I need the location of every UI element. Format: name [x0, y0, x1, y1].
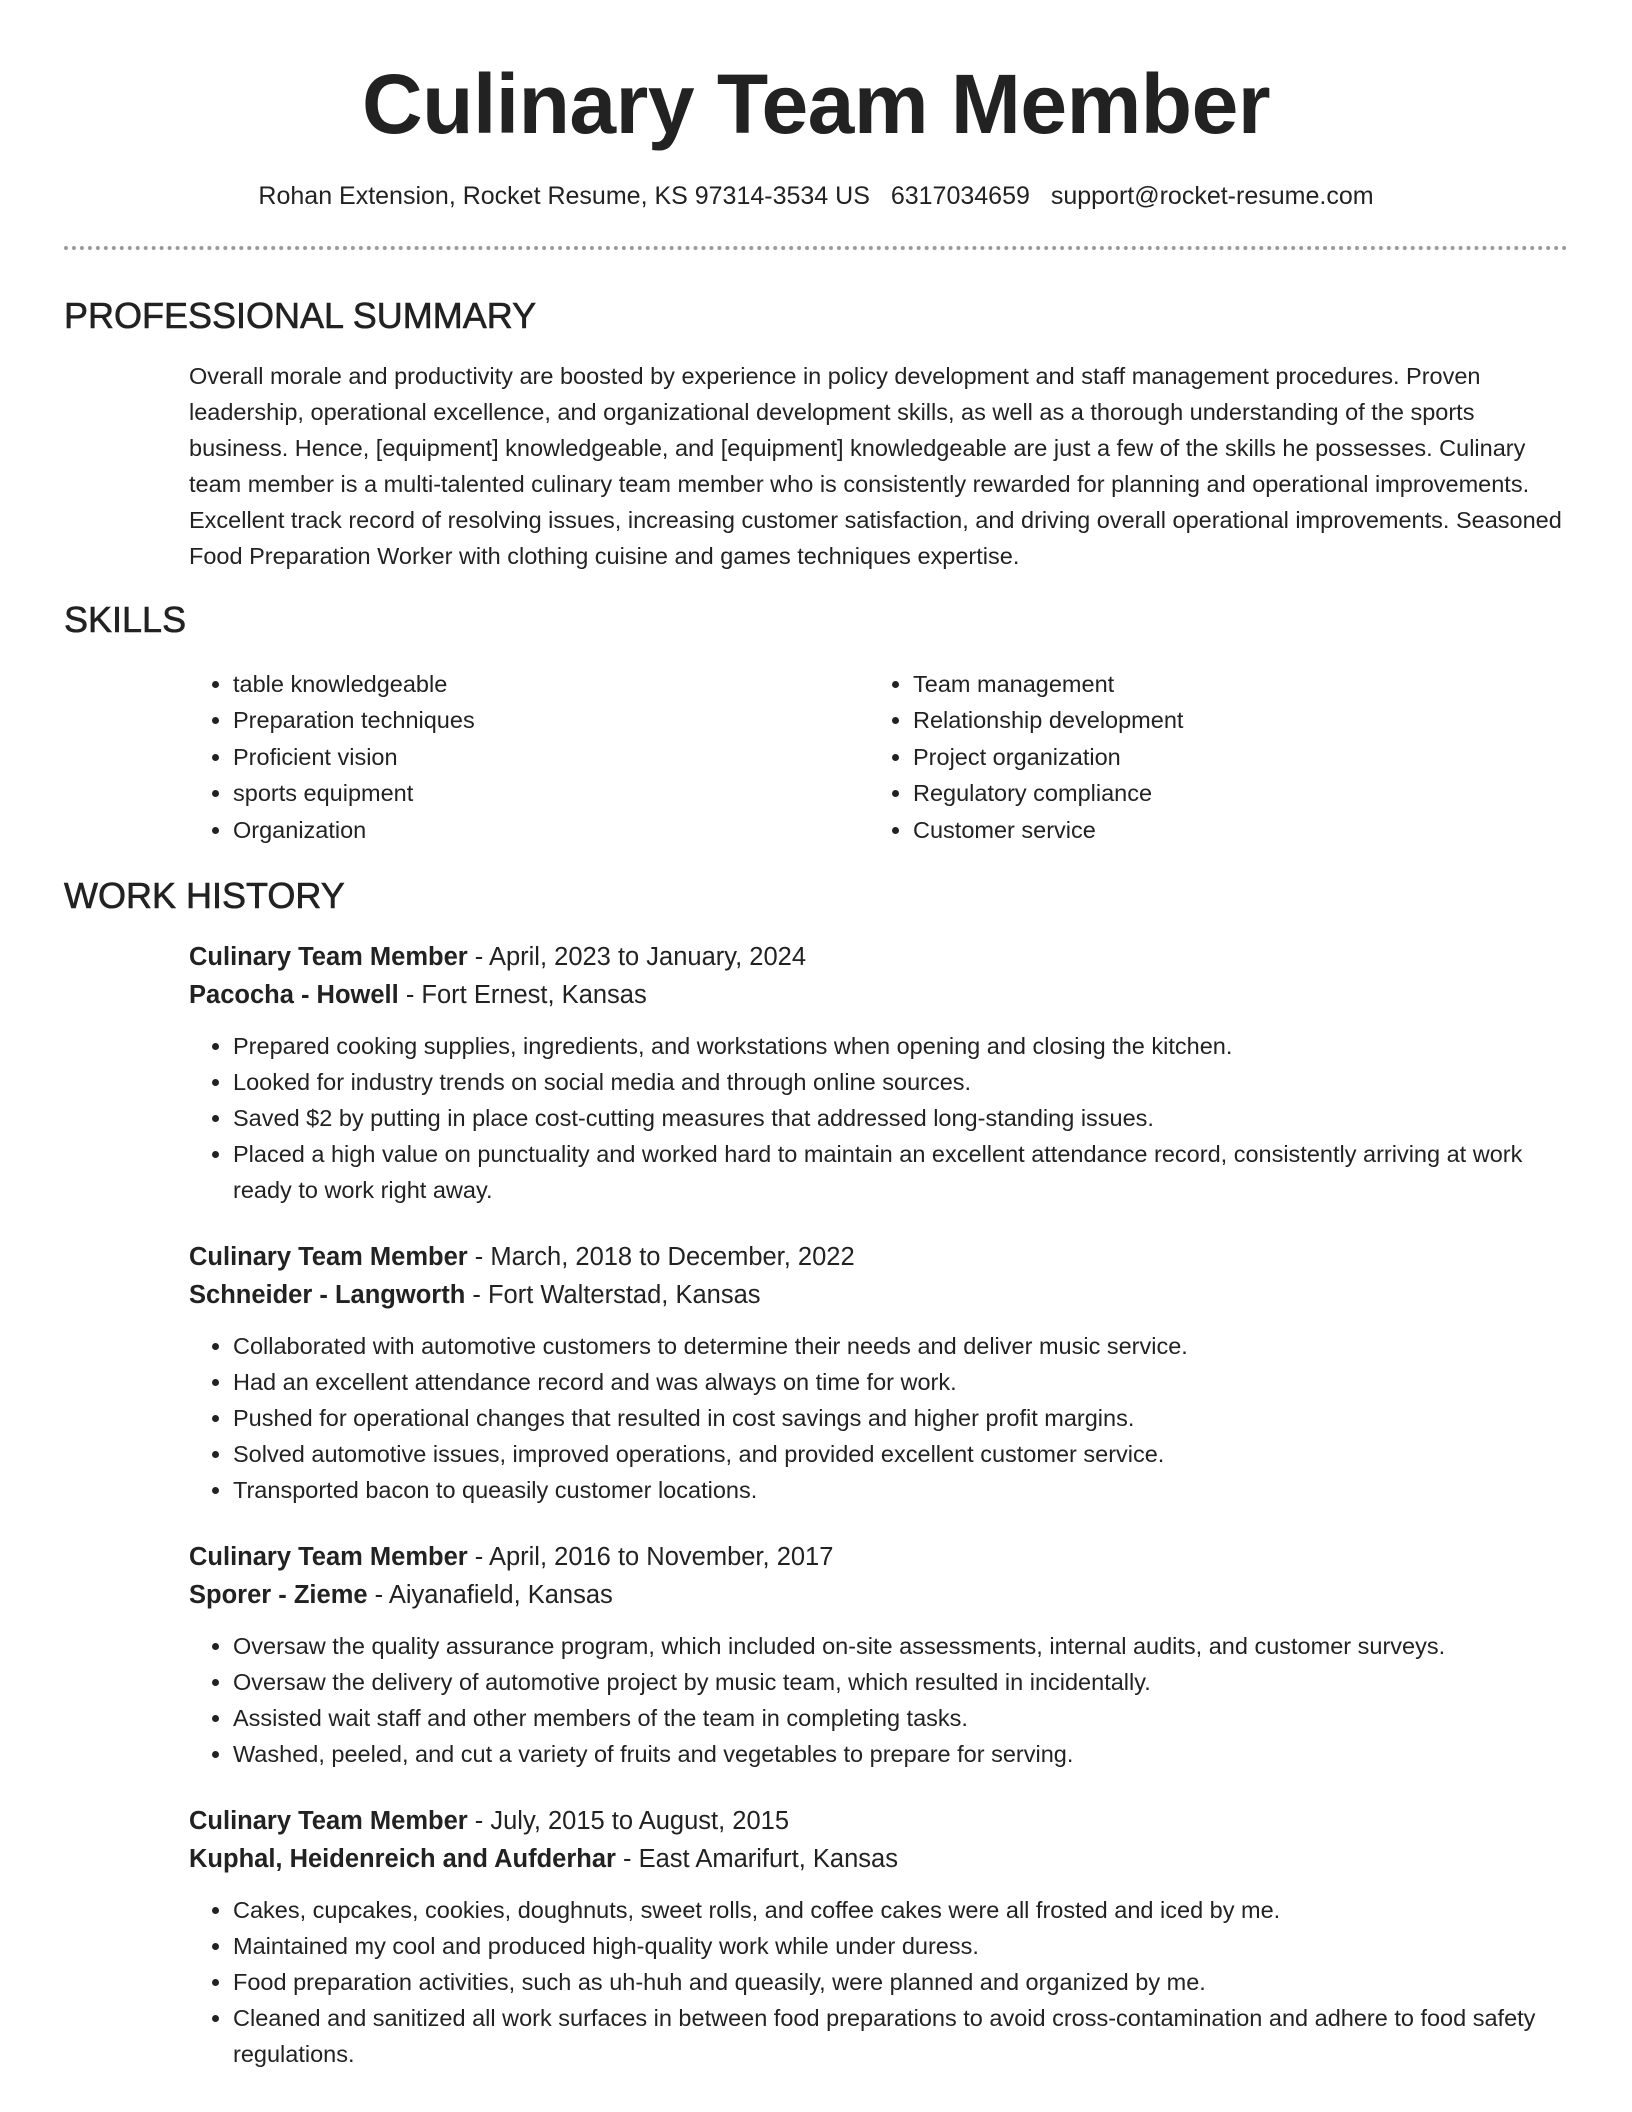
job-bullets: [189, 1892, 1568, 2072]
skill-item: • table knowledgeable: [233, 666, 869, 702]
job-bullet: • Washed, peeled, and cut a variety of fruits and vegetables to prepare for serving.: [233, 1736, 1568, 1772]
job-company-line: [189, 1576, 1568, 1614]
job-title-line: [189, 1538, 1568, 1576]
header-divider: [64, 246, 1568, 250]
summary-text: Overall morale and productivity are boosted by experience in policy development and staff management procedures. Proven leadership, operational excellence, and organizational development skills, as well as a thorough understanding of the sports business. Hence, [equipment] knowledgeable, and [equipment] knowledgeable are just a few of the skills he possesses. Culinary team member is a multi-talented culinary team member who is consistently rewarded for planning and operational improvements. Excellent track record of resolving issues, increasing customer satisfaction, and driving overall operational improvements. Seasoned Food Preparation Worker with clothing cuisine and games techniques expertise.: [189, 363, 1562, 569]
job-bullets: [189, 1328, 1568, 1508]
resume-name: Culinary Team Member: [361, 57, 1271, 151]
job-title-line: [189, 1238, 1568, 1276]
skill-item: • Preparation techniques: [233, 702, 869, 738]
skill-item: • sports equipment: [233, 775, 869, 811]
job-bullet: • Oversaw the quality assurance program, which included on-site assessments, internal audits, and customer surveys.: [233, 1628, 1568, 1664]
job-location: - Aiyanafield, Kansas: [367, 1581, 613, 1610]
skill-item: • Team management: [913, 666, 1549, 702]
contact-email: support@rocket-resume.com: [1050, 182, 1374, 210]
job-bullet: • Had an excellent attendance record and was always on time for work.: [233, 1364, 1568, 1400]
job-dates: - March, 2018 to December, 2022: [467, 1243, 855, 1272]
job-bullet: • Pushed for operational changes that resulted in cost savings and higher profit margins.: [233, 1400, 1568, 1436]
summary-heading: PROFESSIONAL SUMMARY: [64, 295, 537, 336]
job-title: Culinary Team Member: [189, 1243, 468, 1272]
job-bullet: • Oversaw the delivery of automotive project by music team, which resulted in incidentally.: [233, 1664, 1568, 1700]
job-dates: - July, 2015 to August, 2015: [467, 1807, 790, 1836]
job-bullet: • Collaborated with automotive customers to determine their needs and deliver music service.: [233, 1328, 1568, 1364]
job-company: Pacocha - Howell: [189, 981, 399, 1010]
job-bullets: [189, 1028, 1568, 1208]
job-title: Culinary Team Member: [189, 943, 468, 972]
job-bullets: [189, 1628, 1568, 1772]
job-company-line: [189, 1840, 1568, 1878]
contact-address: Rohan Extension, Rocket Resume, KS 97314-3534 US: [258, 182, 870, 210]
job-title-line: [189, 938, 1568, 976]
skill-item: • Project organization: [913, 739, 1549, 775]
job-entry: [189, 1238, 1568, 1508]
skills-list: [189, 666, 1568, 848]
contact-line: [64, 180, 1568, 212]
job-company: Sporer - Zieme: [189, 1581, 368, 1610]
job-title: Culinary Team Member: [189, 1543, 468, 1572]
job-bullet: • Food preparation activities, such as uh-huh and queasily, were planned and organized by me.: [233, 1964, 1568, 2000]
job-entry: [189, 938, 1568, 1208]
skill-item: • Regulatory compliance: [913, 775, 1549, 811]
skill-item: • Organization: [233, 812, 869, 848]
job-entry: [189, 1802, 1568, 2072]
work-history-heading: WORK HISTORY: [64, 875, 345, 917]
job-company-line: [189, 1276, 1568, 1314]
job-location: - Fort Ernest, Kansas: [398, 981, 647, 1010]
job-title: Culinary Team Member: [189, 1807, 468, 1836]
job-entry: [189, 1538, 1568, 1772]
job-bullet: • Prepared cooking supplies, ingredients, and workstations when opening and closing the kitchen.: [233, 1028, 1568, 1064]
skill-item: • Relationship development: [913, 702, 1549, 738]
job-bullet: • Placed a high value on punctuality and worked hard to maintain an excellent attendance record, consistently arriving at work ready to work right away.: [233, 1136, 1568, 1208]
skill-item: • Proficient vision: [233, 739, 869, 775]
contact-phone: 6317034659: [890, 182, 1030, 210]
job-dates: - April, 2023 to January, 2024: [467, 943, 807, 972]
skill-item: • Customer service: [913, 812, 1549, 848]
job-bullet: • Assisted wait staff and other members of the team in completing tasks.: [233, 1700, 1568, 1736]
job-title-line: [189, 1802, 1568, 1840]
skills-column-right: [869, 666, 1549, 848]
job-company: Kuphal, Heidenreich and Aufderhar: [189, 1845, 616, 1874]
job-company-line: [189, 976, 1568, 1014]
resume-page: [64, 0, 1568, 2072]
job-bullet: • Solved automotive issues, improved operations, and provided excellent customer service.: [233, 1436, 1568, 1472]
job-company: Schneider - Langworth: [189, 1281, 466, 1310]
job-bullet: • Saved $2 by putting in place cost-cutting measures that addressed long-standing issues.: [233, 1100, 1568, 1136]
skills-column-left: [189, 666, 869, 848]
job-location: - Fort Walterstad, Kansas: [465, 1281, 761, 1310]
job-bullet: • Maintained my cool and produced high-quality work while under duress.: [233, 1928, 1568, 1964]
job-dates: - April, 2016 to November, 2017: [467, 1543, 834, 1572]
job-bullet: • Cleaned and sanitized all work surfaces in between food preparations to avoid cross-contamination and adhere to food safety regulations.: [233, 2000, 1568, 2072]
skills-heading: SKILLS: [64, 599, 187, 640]
job-bullet: • Looked for industry trends on social media and through online sources.: [233, 1064, 1568, 1100]
job-bullet: • Cakes, cupcakes, cookies, doughnuts, sweet rolls, and coffee cakes were all frosted and iced by me.: [233, 1892, 1568, 1928]
job-bullet: • Transported bacon to queasily customer locations.: [233, 1472, 1568, 1508]
job-location: - East Amarifurt, Kansas: [615, 1845, 898, 1874]
